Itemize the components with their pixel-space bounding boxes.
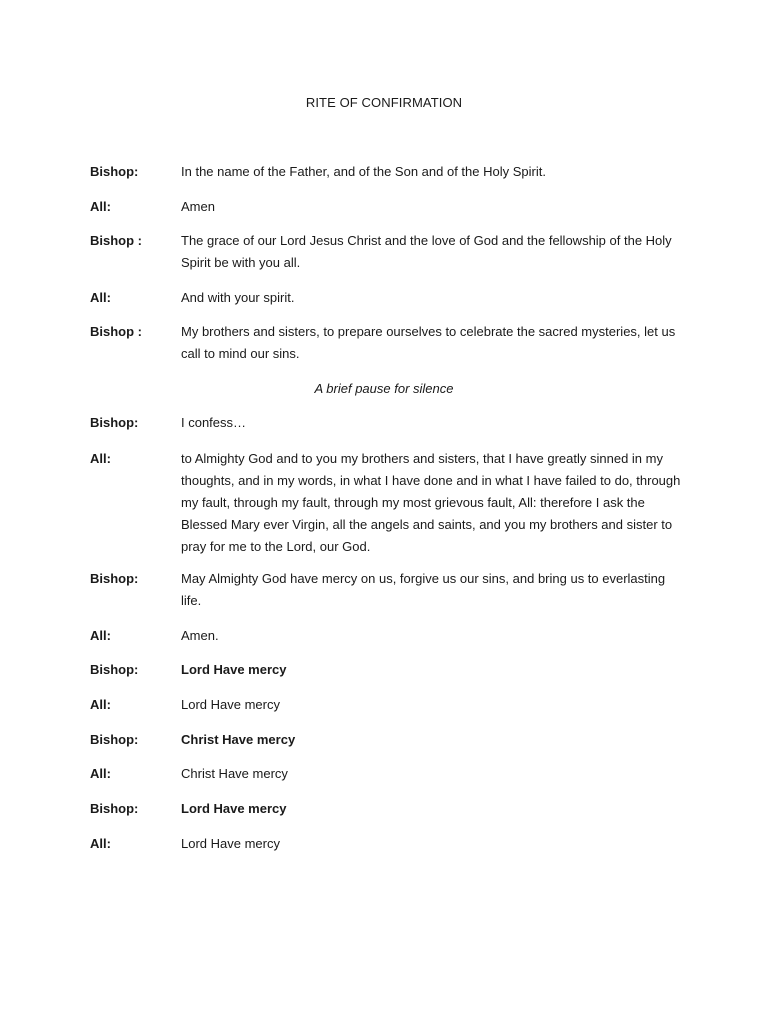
line-text: to Almighty God and to you my brothers and sisters, that I have greatly sinned in my thoughts, and in my words, in what I have done and in what I have failed to do, through my fault, through my fault, through my most grievous fault, All: therefore I ask the Blessed Mary ever Virgin, all the angels and saints, and you my brothers and sister to pray for me to the Lord, our God. bbox=[181, 451, 681, 554]
line-text: Christ Have mercy bbox=[181, 732, 296, 747]
line-text: Lord Have mercy bbox=[181, 836, 280, 851]
line-text: Amen bbox=[181, 199, 215, 214]
speaker-label: Bishop: bbox=[90, 662, 139, 677]
line-text: I confess… bbox=[181, 415, 247, 430]
speaker-label: Bishop : bbox=[90, 233, 142, 248]
line-text: The grace of our Lord Jesus Christ and the love of God and the fellowship of the Holy Spirit be with you all. bbox=[181, 233, 672, 270]
line-text: Lord Have mercy bbox=[181, 697, 280, 712]
document-title: RITE OF CONFIRMATION bbox=[305, 95, 463, 110]
speaker-label: All: bbox=[90, 836, 111, 851]
line-text: In the name of the Father, and of the Son and of the Holy Spirit. bbox=[181, 164, 546, 179]
speaker-label: All: bbox=[90, 199, 111, 214]
speaker-label: All: bbox=[90, 451, 111, 466]
line-text: Lord Have mercy bbox=[181, 801, 287, 816]
speaker-label: Bishop: bbox=[90, 415, 139, 430]
speaker-label: All: bbox=[90, 697, 111, 712]
line-text: Amen. bbox=[181, 628, 219, 643]
line-text: Christ Have mercy bbox=[181, 766, 288, 781]
speaker-label: Bishop : bbox=[90, 324, 142, 339]
speaker-label: All: bbox=[90, 290, 111, 305]
rubric-instruction: A brief pause for silence bbox=[314, 381, 454, 396]
speaker-label: Bishop: bbox=[90, 732, 139, 747]
line-text: And with your spirit. bbox=[181, 290, 295, 305]
speaker-label: All: bbox=[90, 766, 111, 781]
speaker-label: All: bbox=[90, 628, 111, 643]
line-text: Lord Have mercy bbox=[181, 662, 287, 677]
speaker-label: Bishop: bbox=[90, 801, 139, 816]
line-text: May Almighty God have mercy on us, forgive us our sins, and bring us to everlasting life. bbox=[181, 571, 666, 608]
speaker-label: Bishop: bbox=[90, 571, 139, 586]
line-text: My brothers and sisters, to prepare ourselves to celebrate the sacred mysteries, let us call to mind our sins. bbox=[181, 324, 676, 361]
speaker-label: Bishop: bbox=[90, 164, 139, 179]
